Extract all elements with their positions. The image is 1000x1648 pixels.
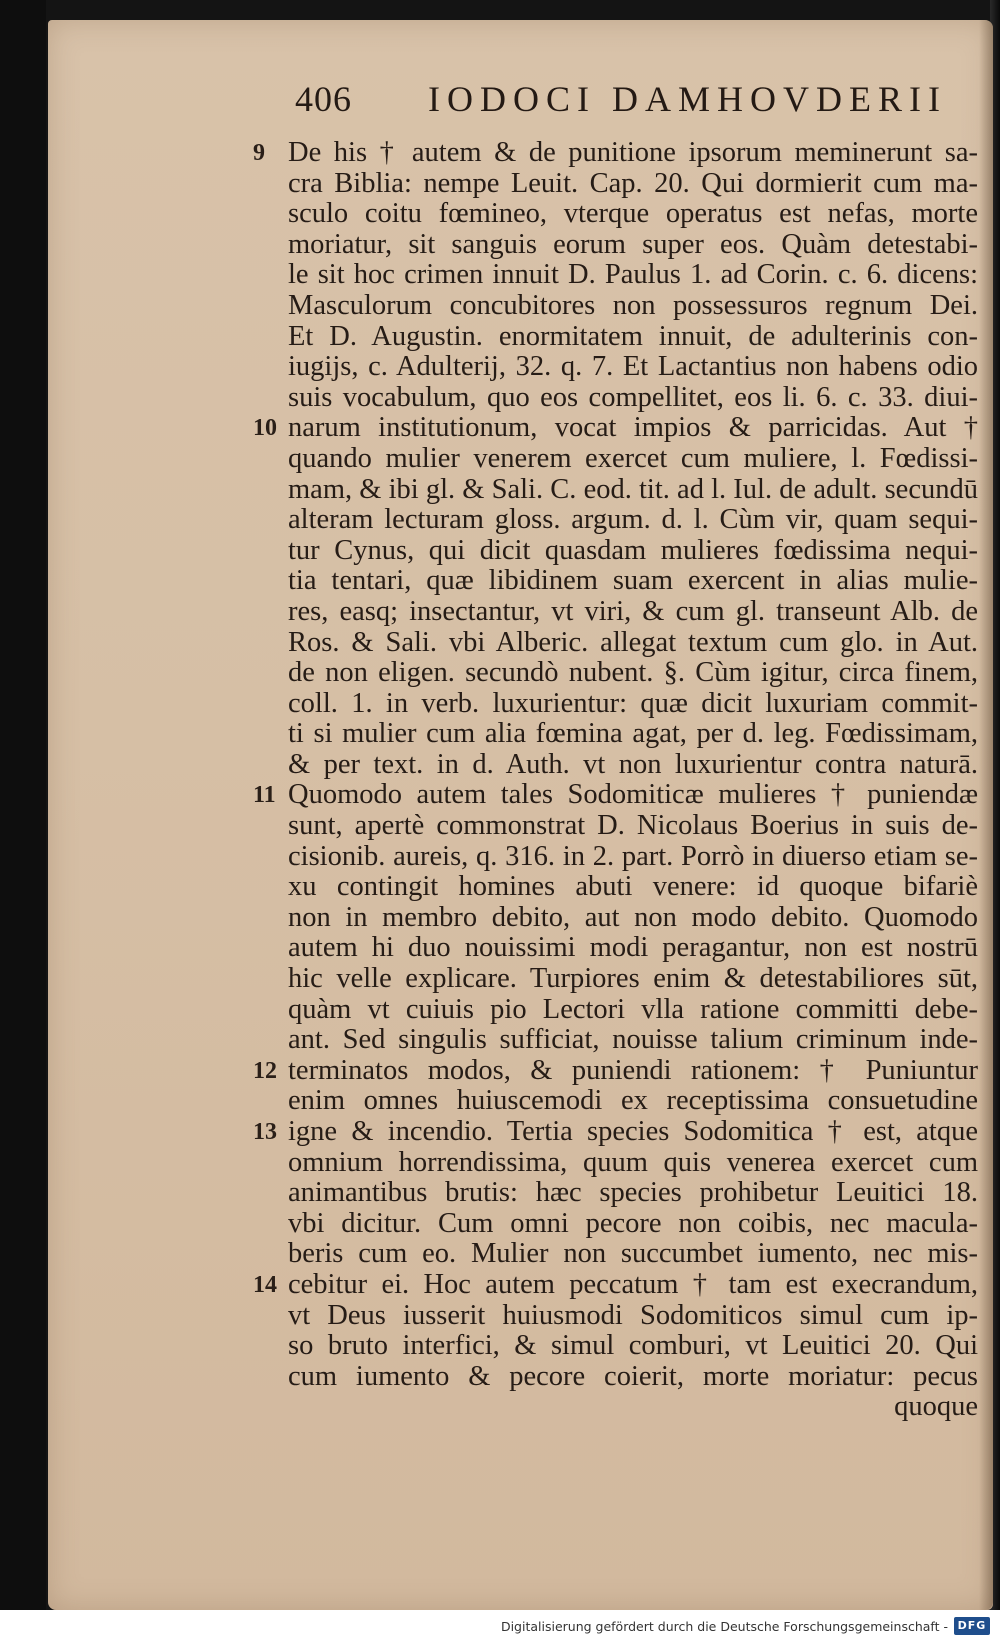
text-line: ant. Sed singulis sufficiat, nouisse talium criminum inde-	[288, 1024, 978, 1056]
text-line: le sit hoc crimen innuit D. Paulus 1. ad Corin. c. 6. dicens:	[288, 259, 978, 291]
page-number: 406	[295, 79, 352, 119]
text-line: 12 terminatos modos, & puniendi rationem: † Puniuntur	[253, 1054, 978, 1086]
margin-number-14: 14	[253, 1271, 277, 1298]
text-line: cum iumento & pecore coierit, morte moriatur: pecus	[288, 1360, 978, 1392]
catchword: quoque	[894, 1391, 978, 1423]
margin-number-12: 12	[253, 1057, 277, 1084]
text-line: so bruto interfici, & simul comburi, vt Leuitici 20. Qui	[288, 1330, 978, 1362]
text-line: Et D. Augustin. enormitatem innuit, de adulterinis con-	[288, 320, 978, 352]
text-line: vbi dicitur. Cum omni pecore non coibis, nec macula-	[288, 1207, 978, 1239]
margin-number-11: 11	[253, 782, 276, 809]
text-line: Ros. & Sali. vbi Alberic. allegat textum cum glo. in Aut.	[288, 626, 978, 658]
text-line: non in membro debito, aut non modo debito. Quomodo	[288, 901, 978, 933]
text-line: mam, & ibi gl. & Sali. C. eod. tit. ad l. Iul. de adult. secundū	[288, 473, 978, 505]
margin-number-13: 13	[253, 1119, 277, 1145]
margin-number-10: 10	[253, 415, 277, 442]
text-line: 11 Quomodo autem tales Sodomiticæ mulieres † puniendæ	[253, 779, 978, 811]
text-line: 14 cebitur ei. Hoc autem peccatum † tam est execrandum,	[253, 1268, 978, 1300]
text-line: Masculorum concubitores non possessuros regnum Dei.	[288, 289, 978, 321]
scanner-frame-left	[0, 0, 46, 1610]
text-line: cisionib. aureis, q. 316. in 2. part. Porrò in diuerso etiam se-	[288, 840, 978, 872]
text-line: vt Deus iusserit huiusmodi Sodomiticos simul cum ip-	[288, 1299, 978, 1331]
text-line: coll. 1. in verb. luxurientur: quæ dicit luxuriam commit-	[288, 687, 978, 719]
text-line: sunt, apertè commonstrat D. Nicolaus Boerius in suis de-	[288, 810, 978, 842]
text-line: de non eligen. secundò nubent. §. Cùm igitur, circa finem,	[288, 657, 978, 689]
text-line: omnium horrendissima, quum quis venerea exercet cum	[288, 1146, 978, 1178]
text-line: cra Biblia: nempe Leuit. Cap. 20. Qui dormierit cum ma-	[288, 167, 978, 199]
page-header	[48, 78, 993, 126]
text-line: quando mulier venerem exercet cum muliere, l. Fœdissi-	[288, 442, 978, 474]
text-line: tur Cynus, qui dicit quasdam mulieres fœdissima nequi-	[288, 534, 978, 566]
book-page	[48, 20, 993, 1610]
text-line: moriatur, sit sanguis eorum super eos. Quàm detestabi-	[288, 228, 978, 260]
text-line: animantibus brutis: hæc species prohibetur Leuitici 18.	[288, 1177, 978, 1209]
digitization-footer	[0, 1610, 1000, 1648]
text-line: autem hi duo nouissimi modi peragantur, non est nostrū	[288, 932, 978, 964]
body-text	[253, 137, 978, 1423]
text-line: alteram lecturam gloss. argum. d. l. Cùm vir, quam sequi-	[288, 504, 978, 536]
text-line: tia tentari, quæ libidinem suam exercent in alias mulie-	[288, 565, 978, 597]
funding-credit: Digitalisierung gefördert durch die Deutsche Forschungsgemeinschaft -	[500, 1619, 948, 1634]
text-line: 10 narum institutionum, vocat impios & parricidas. Aut †	[253, 412, 978, 444]
text-line: sculo coitu fœmineo, vterque operatus est nefas, morte	[288, 198, 978, 230]
text-line: suis vocabulum, quo eos compellitet, eos li. 6. c. 33. diui-	[288, 381, 978, 413]
text-line: enim omnes huiuscemodi ex receptissima consuetudine	[288, 1085, 978, 1117]
running-head: IODOCI DAMHOVDERII	[428, 79, 947, 119]
text-line: hic velle explicare. Turpiores enim & detestabiliores sūt,	[288, 963, 978, 995]
text-line: 13 igne & incendio. Tertia species Sodomitica † est, atque	[253, 1116, 978, 1147]
text-line: iugijs, c. Adulterij, 32. q. 7. Et Lactantius non habens odio	[288, 351, 978, 383]
margin-number-9: 9	[253, 140, 265, 166]
text-line: & per text. in d. Auth. vt non luxurientur contra naturā.	[288, 748, 978, 780]
text-line: res, easq; insectantur, vt viri, & cum gl. transeunt Alb. de	[288, 595, 978, 627]
dfg-logo-icon: DFG	[954, 1617, 990, 1635]
text-line: 9 De his † autem & de punitione ipsorum meminerunt sa-	[253, 137, 978, 168]
text-line: beris cum eo. Mulier non succumbet iumento, nec mis-	[288, 1238, 978, 1270]
text-line: ti si mulier cum alia fœmina agat, per d. leg. Fœdissimam,	[288, 718, 978, 750]
text-line: quàm vt cuiuis pio Lectori vlla ratione committi debe-	[288, 993, 978, 1025]
text-line: xu contingit homines abuti venere: id quoque bifariè	[288, 871, 978, 903]
